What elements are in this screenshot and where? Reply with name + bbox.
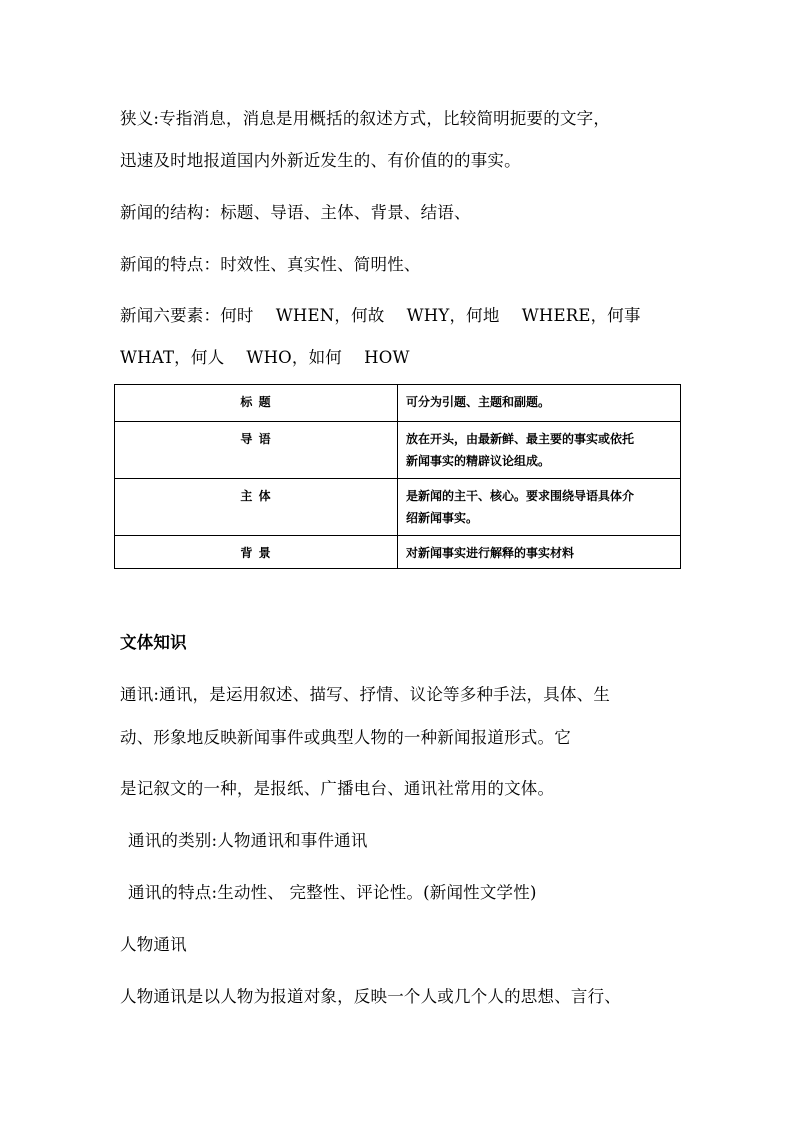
definition-line-2: 迅速及时地报道国内外新近发生的、有价值的的事实。 [120,151,521,170]
section-heading: 文体知识 [120,633,187,652]
news-structure-table [114,384,681,569]
table-value-cell [398,479,681,536]
table-value-line: 对新闻事实进行解释的事实材料 [406,546,575,560]
table-value-cell [398,536,681,569]
table-key-cell: 背 景 [115,536,398,569]
table-value-cell [398,422,681,479]
table-value-line: 可分为引题、主题和副题。 [406,395,551,409]
table-key-cell: 标 题 [115,385,398,422]
tongxun-line-2: 动、形象地反映新闻事件或典型人物的一种新闻报道形式。它 [120,728,571,747]
table-row [115,479,681,536]
tongxun-line-3: 是记叙文的一种，是报纸、广播电台、通讯社常用的文体。 [120,779,555,798]
table-value-line: 是新闻的主干、核心。要求围绕导语具体介 [406,489,635,503]
table-value-cell [398,385,681,422]
six-elements-line-1: 新闻六要素：何时 WHEN，何故 WHY，何地 WHERE，何事 [120,306,641,325]
table-row [115,385,681,422]
tongxun-traits-line: 通讯的特点:生动性、 完整性、评论性。(新闻性文学性) [128,883,537,902]
table-value-line: 绍新闻事实。 [406,511,479,525]
table-row [115,422,681,479]
news-structure-line: 新闻的结构：标题、导语、主体、背景、结语、 [120,203,471,222]
tongxun-categories-line: 通讯的类别:人物通讯和事件通讯 [128,831,368,850]
table-value-line: 新闻事实的精辟议论组成。 [406,454,551,468]
table-key-cell: 导 语 [115,422,398,479]
six-elements-line-2: WHAT，何人 WHO，如何 HOW [120,348,410,367]
news-features-line: 新闻的特点：时效性、真实性、简明性、 [120,255,421,274]
tongxun-line-1: 通讯:通讯，是运用叙述、描写、抒情、议论等多种手法，具体、生 [120,685,611,704]
person-tongxun-heading: 人物通讯 [120,935,187,954]
table-key-cell: 主 体 [115,479,398,536]
definition-line-1: 狭义:专指消息，消息是用概括的叙述方式，比较简明扼要的文字， [120,109,611,128]
table-row [115,536,681,569]
table-value-line: 放在开头，由最新鲜、最主要的事实或依托 [406,432,635,446]
person-tongxun-line-1: 人物通讯是以人物为报道对象，反映一个人或几个人的思想、言行、 [120,987,621,1006]
